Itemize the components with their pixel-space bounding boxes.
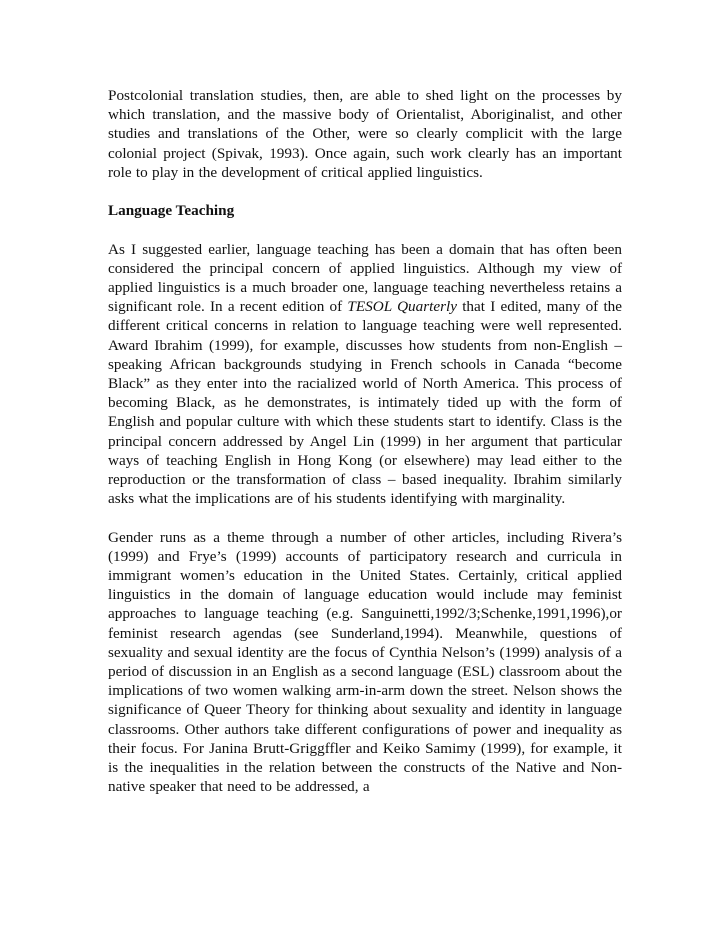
- paragraph-text-part-1: As I suggested earlier, language teaching has been a domain that has often been considered the principal concern of applied linguistics. Although my view of applied linguistics is a much broader one, language teaching nevertheless retains a significant role. In a recent edition of: [108, 240, 622, 316]
- document-page: [108, 86, 622, 796]
- paragraph-gender-theme: Gender runs as a theme through a number of other articles, including Rivera’s (1999) and Frye’s (1999) accounts of participatory research and curricula in immigrant women’s education in the United States. Certainly, critical applied linguistics in the domain of language education would include may feminist approaches to language teaching (e.g. Sanguinetti,1992/3;Schenke,1991,1996),or feminist research agendas (see Sunderland,1994). Meanwhile, questions of sexuality and sexual identity are the focus of Cynthia Nelson’s (1999) analysis of a period of discussion in an English as a second language (ESL) classroom about the implications of two women walking arm-in-arm down the street. Nelson shows the significance of Queer Theory for thinking about sexuality and identity in language classrooms. Other authors take different configurations of power and inequality as their focus. For Janina Brutt-Griggffler and Keiko Samimy (1999), for example, it is the inequalities in the relation between the constructs of the Native and Non-native speaker that need to be addressed, a: [108, 528, 622, 796]
- paragraph-spacer: [108, 508, 622, 527]
- section-heading: Language Teaching: [108, 202, 235, 220]
- paragraph-spacer: [108, 220, 622, 239]
- paragraph-language-teaching: [108, 240, 622, 509]
- paragraph-spacer: [108, 182, 622, 201]
- journal-title: TESOL Quarterly: [347, 298, 457, 316]
- paragraph-postcolonial-translation: Postcolonial translation studies, then, are able to shed light on the processes by which translation, and the massive body of Orientalist, Aboriginalist, and other studies and translations of the Other, were so clearly complicit with the large colonial project (Spivak, 1993). Once again, such work clearly has an important role to play in the development of critical applied linguistics.: [108, 87, 622, 181]
- paragraph-text-part-2: that I edited, many of the different critical concerns in relation to language teaching were well represented. Award Ibrahim (1999), for example, discusses how students from non-English –speaking African backgrounds studying in French schools in Canada “become Black” as they enter into the racialized world of North America. This process of becoming Black, as he demonstrates, is intimately tided up with the form of English and popular culture with which these students start to identify. Class is the principal concern addressed by Angel Lin (1999) in her argument that particular ways of teaching English in Hong Kong (or elsewhere) may lead either to the reproduction or the transformation of class – based inequality. Ibrahim similarly asks what the implications are of his students identifying with marginality.: [108, 298, 623, 508]
